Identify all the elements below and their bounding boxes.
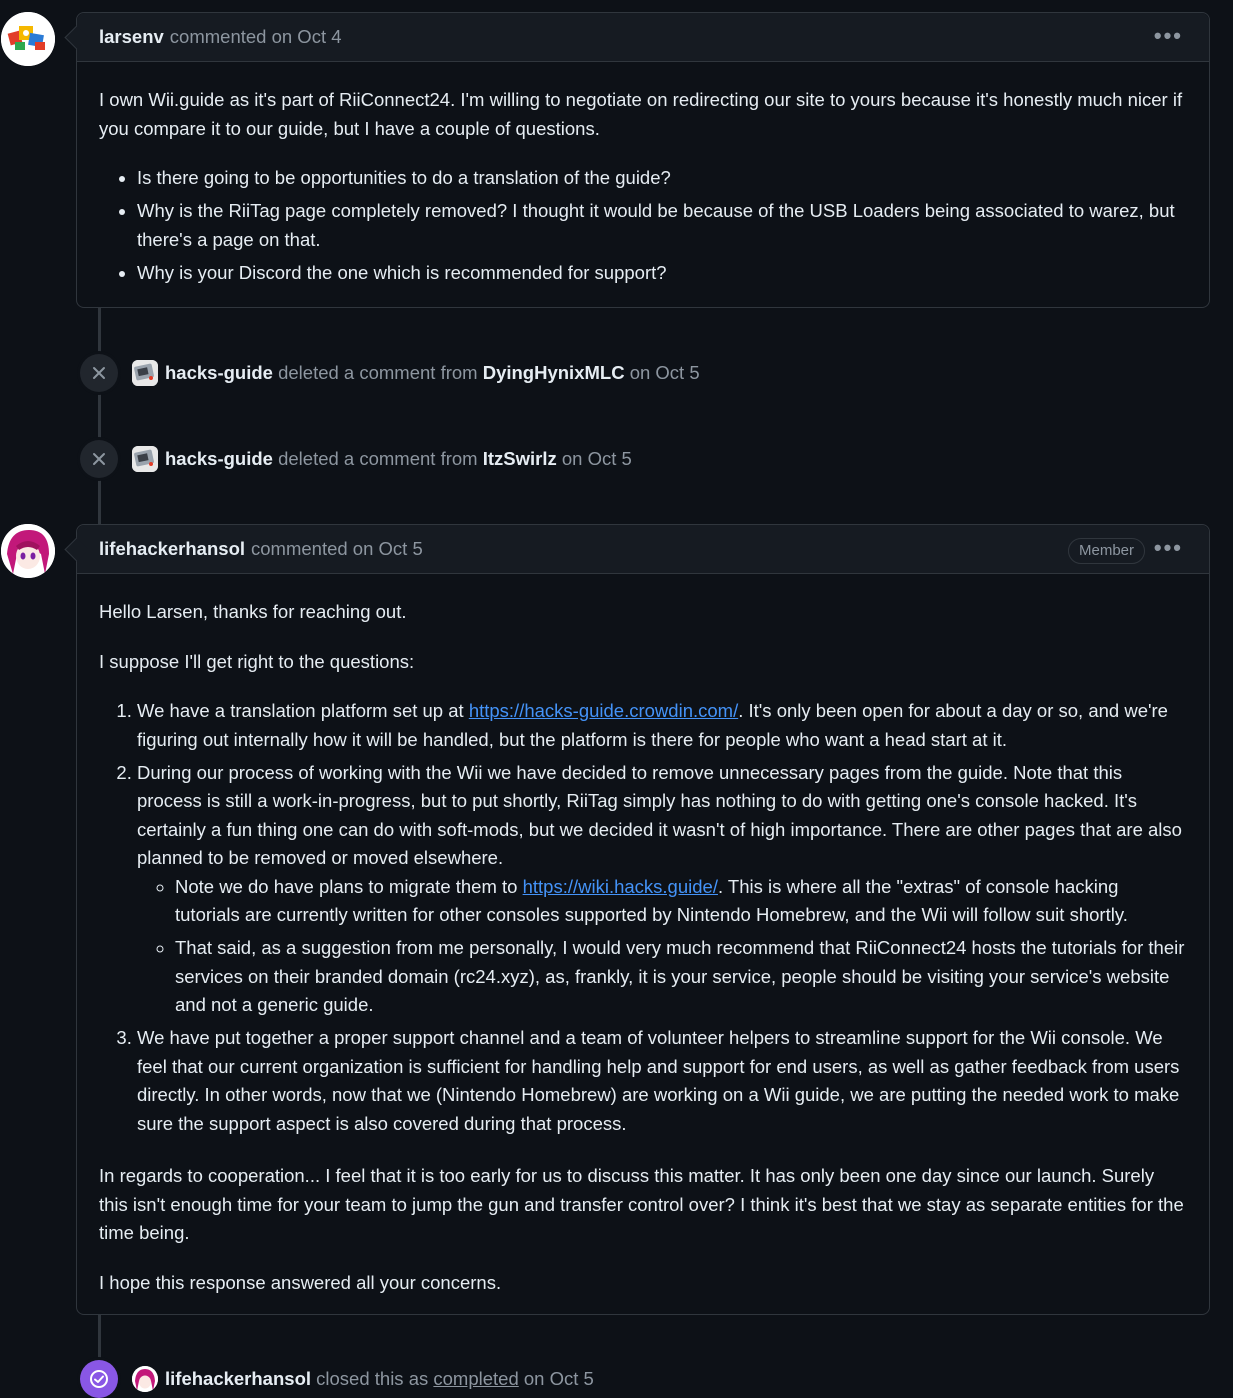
comment-paragraph: I suppose I'll get right to the questions: [99, 650, 415, 672]
comment-caret [64, 537, 88, 561]
list-item: • Is there going to be opportunities to do a translation of the guide? [137, 164, 1187, 193]
timeline-line [98, 308, 101, 524]
member-badge: Member [1068, 538, 1145, 564]
event-actor[interactable]: lifehackerhansol [165, 1367, 312, 1389]
timeline-event-deleted [80, 440, 632, 478]
event-action: closed this as [316, 1367, 429, 1389]
comment-paragraph: I hope this response answered all your concerns. [99, 1271, 502, 1293]
list-item [137, 759, 1187, 1020]
list-item: 3. We have put together a proper support channel and a team of volunteer helpers to streamline support for the Wii console. We feel that our current organization is sufficient for handling help and support for end users, as well as gather feedback from users directly. In other words, now that we (Nintendo Homebrew) are working on a Wii guide, we are putting the needed work to make sure the support aspect is also covered during that process. [137, 1024, 1187, 1138]
event-date[interactable]: on Oct 5 [629, 361, 700, 383]
comment-paragraph: In regards to cooperation... I feel that it is too early for us to discuss this matter. It has only been one day since our launch. Surely this isn't enough time for your team to jump the gun and transfer control over? I think it's best that we stay as separate entities for the time being. [99, 1165, 1184, 1243]
wiki-link[interactable]: https://wiki.hacks.guide/ [522, 875, 718, 897]
comment-body [77, 574, 1209, 1317]
x-icon [80, 354, 118, 392]
event-actor[interactable]: hacks-guide [165, 447, 273, 469]
avatar-hacks-guide[interactable] [132, 446, 158, 472]
kebab-menu-icon[interactable]: ••• [1153, 535, 1183, 560]
comment-card [76, 12, 1210, 308]
comment-caret [64, 25, 88, 49]
comment-timestamp[interactable]: commented on Oct 5 [251, 537, 423, 559]
list-item: • Why is the RiiTag page completely removed? I thought it would be because of the USB Loaders being associated to warez, but there's a page on that. [137, 197, 1187, 254]
crowdin-link[interactable]: https://hacks-guide.crowdin.com/ [468, 700, 739, 721]
item-text: . This is where all the "extras" of console hacking tutorials are currently written for other consoles supported by Nintendo Homebrew, and the Wii will follow suit shortly. [175, 875, 1128, 925]
answer-list [99, 697, 1187, 1138]
event-target[interactable]: DyingHynixMLC [482, 361, 625, 383]
event-date[interactable]: on Oct 5 [523, 1367, 594, 1389]
comment-paragraph: Hello Larsen, thanks for reaching out. [99, 601, 407, 622]
comment-header [77, 525, 1209, 574]
completed-link[interactable]: completed [433, 1367, 519, 1389]
timeline-event-deleted [80, 354, 700, 392]
comment-body [77, 62, 1209, 306]
list-item [175, 873, 1187, 930]
item-text: We have a translation platform set up at [137, 700, 469, 721]
avatar-larsenv[interactable] [1, 12, 55, 66]
event-date[interactable]: on Oct 5 [561, 447, 632, 469]
timeline-event-closed [80, 1360, 594, 1398]
comment-author[interactable]: larsenv [99, 25, 164, 47]
sub-list [137, 873, 1187, 1020]
avatar-hacks-guide[interactable] [132, 360, 158, 386]
list-item [137, 697, 1187, 754]
comment-paragraph: I own Wii.guide as it's part of RiiConnect24. I'm willing to negotiate on redirecting our site to yours because it's honestly much nicer if you compare it to our guide, but I have a couple of questions. [99, 89, 1183, 139]
event-action: deleted a comment from [278, 361, 478, 383]
item-text: Note we do have plans to migrate them to [175, 875, 523, 897]
list-item: ◦ That said, as a suggestion from me personally, I would very much recommend that RiiConnect24 hosts the tutorials for their services on their branded domain (rc24.xyz), as, frankly, it is your service, people should be visiting your service's website and not a generic guide. [175, 934, 1187, 1020]
event-actor[interactable]: hacks-guide [165, 361, 273, 383]
check-circle-icon [80, 1360, 118, 1398]
avatar-lifehackerhansol[interactable] [132, 1366, 158, 1392]
event-action: deleted a comment from [278, 447, 478, 469]
question-list [99, 164, 1187, 287]
comment-card [76, 524, 1210, 1315]
list-item: • Why is your Discord the one which is recommended for support? [137, 259, 1187, 288]
comment-timestamp[interactable]: commented on Oct 4 [169, 25, 342, 47]
item-text: During our process of working with the Wii we have decided to remove unnecessary pages from the guide. Note that this process is still a work-in-progress, but to put shortly, RiiTag simply has nothing to do with getting one's console hacked. It's certainly a fun thing one can do with soft-mods, but we decided it wasn't of high importance. There are other pages that are also planned to be removed or moved elsewhere. [137, 761, 1182, 868]
comment-author[interactable]: lifehackerhansol [99, 537, 246, 559]
comment-header [77, 13, 1209, 62]
kebab-menu-icon[interactable]: ••• [1153, 23, 1183, 48]
x-icon [80, 440, 118, 478]
item-text: . It's only been open for about a day or so, and we're figuring out internally how it will be handled, but the platform is there for people who want a head start at it. [137, 700, 1168, 750]
event-target[interactable]: ItzSwirlz [482, 447, 557, 469]
avatar-lifehackerhansol[interactable] [1, 524, 55, 578]
